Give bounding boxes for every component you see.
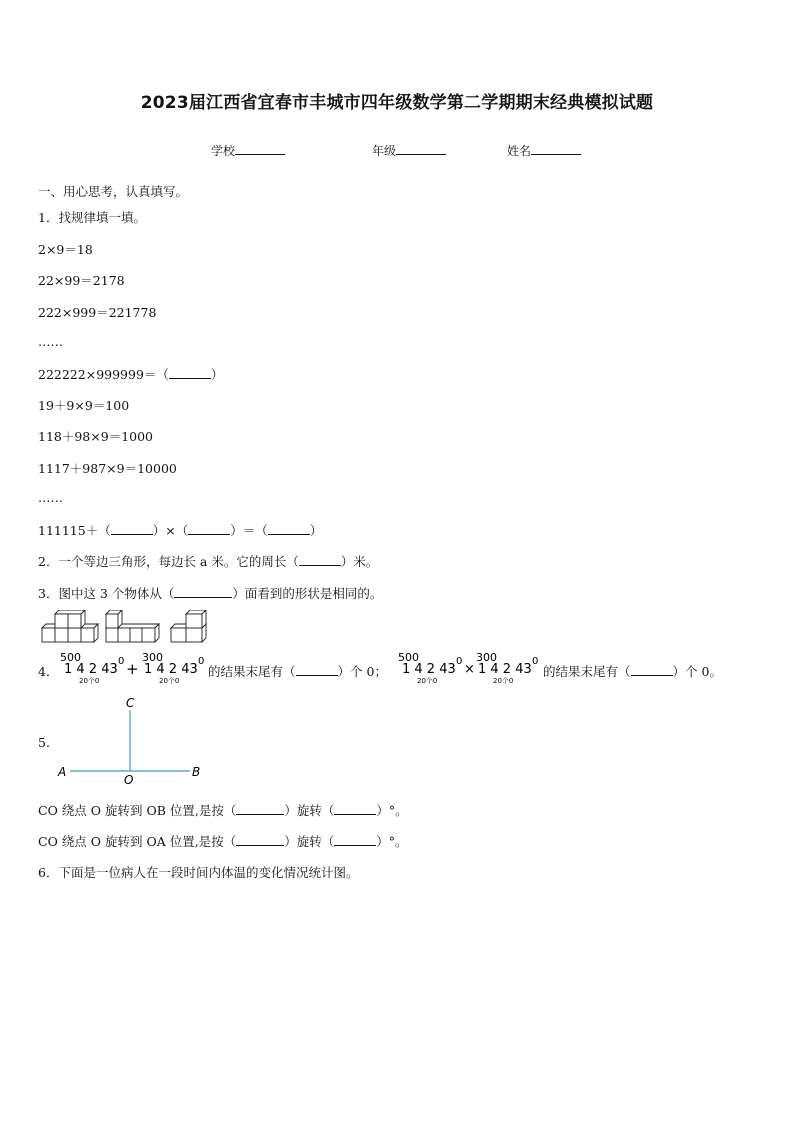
- q4-e1-base2: 1 4 2 43: [144, 662, 198, 677]
- point-o-label: O: [124, 773, 134, 787]
- point-c-label: C: [126, 696, 135, 710]
- q5-line-1: CO 绕点 O 旋转到 OB 位置,是按（ ）旋转（ ）°。: [38, 803, 408, 818]
- q4-e1-exp2: 0: [198, 656, 205, 667]
- q1-line-2: 22×99＝2178: [38, 273, 125, 288]
- name-field: [507, 142, 581, 159]
- q4-e2-top2: 300: [476, 651, 497, 664]
- q4-e1-top2: 300: [142, 651, 163, 664]
- cube-figure-1: [42, 610, 98, 642]
- q4-text-2: 的结果末尾有（ ）个 0。: [543, 664, 722, 679]
- q1-blank-1[interactable]: [169, 366, 211, 379]
- q1-line-1: 2×9＝18: [38, 242, 93, 257]
- q4-e2-times: ×: [464, 662, 475, 677]
- grade-blank[interactable]: [396, 142, 446, 155]
- q4-number: 4．: [38, 664, 59, 679]
- q4-e1-exp1: 0: [118, 656, 125, 667]
- q1-line-5: 118＋98×9＝1000: [38, 429, 154, 444]
- q1-line-6: 1117＋987×9＝10000: [38, 461, 177, 476]
- q5-blank-2[interactable]: [334, 802, 376, 815]
- q4-e1-sub1: 20个0: [79, 677, 100, 684]
- q4-e2-sub1: 20个0: [417, 677, 438, 684]
- cube-figures: [40, 610, 220, 646]
- q4-e1-top1: 500: [60, 651, 81, 664]
- q4-e1-plus: +: [126, 660, 139, 678]
- q4-e2-base2: 1 4 2 43: [478, 662, 532, 677]
- q4-expression-1: [58, 650, 208, 684]
- q1-blank-4[interactable]: [268, 522, 310, 535]
- point-a-label: A: [58, 765, 67, 779]
- q4-e2-exp1: 0: [456, 656, 463, 667]
- q1-line-3: 222×999＝221778: [38, 305, 157, 320]
- q4-e2-sub2: 20个0: [493, 677, 514, 684]
- q6-line: 6．下面是一位病人在一段时间内体温的变化情况统计图。: [38, 865, 359, 880]
- q4-e2-base1: 1 4 2 43: [402, 662, 456, 677]
- q5-blank-4[interactable]: [334, 833, 376, 846]
- q4-e1-base1: 1 4 2 43: [64, 662, 118, 677]
- q5-line-2: CO 绕点 O 旋转到 OA 位置,是按（ ）旋转（ ）°。: [38, 834, 408, 849]
- q1-ellipsis-2: ……: [38, 490, 63, 505]
- q1-ask-2: 111115＋（ ）×（ ）＝（ ）: [38, 523, 323, 538]
- q1-blank-3[interactable]: [188, 522, 230, 535]
- school-blank[interactable]: [235, 142, 285, 155]
- q4-expression-2: [396, 650, 546, 684]
- q1-ellipsis-1: ……: [38, 334, 63, 349]
- cube-figure-2: [106, 610, 159, 642]
- name-blank[interactable]: [531, 142, 581, 155]
- grade-label: 年级: [372, 144, 397, 158]
- q1-label: 1．找规律填一填。: [38, 210, 146, 225]
- q5-number: 5.: [38, 735, 50, 750]
- q4-blank-2[interactable]: [631, 663, 673, 676]
- point-b-label: B: [192, 765, 201, 779]
- school-field: [211, 142, 285, 159]
- q3-line: 3．图中这 3 个物体从（ ）面看到的形状是相同的。: [38, 586, 383, 601]
- q5-blank-1[interactable]: [236, 802, 284, 815]
- q1-line-4: 19＋9×9＝100: [38, 398, 130, 413]
- q3-blank[interactable]: [174, 585, 232, 598]
- q4-e1-sub2: 20个0: [159, 677, 180, 684]
- q2-blank[interactable]: [299, 553, 341, 566]
- grade-field: [372, 142, 446, 159]
- school-label: 学校: [211, 144, 236, 158]
- q1-blank-2[interactable]: [111, 522, 153, 535]
- angle-diagram: [38, 692, 218, 792]
- q1-ask-1: 222222×999999＝（ ）: [38, 367, 224, 382]
- q4-e2-top1: 500: [398, 651, 419, 664]
- section-heading: 一、用心思考，认真填写。: [38, 184, 189, 199]
- q4-e2-exp2: 0: [532, 656, 539, 667]
- q4-text-1: 的结果末尾有（ ）个 0；: [208, 664, 387, 679]
- q2-line: 2．一个等边三角形，每边长 a 米。它的周长（ ）米。: [38, 554, 379, 569]
- q5-blank-3[interactable]: [236, 833, 284, 846]
- cube-figure-3: [171, 610, 206, 642]
- name-label: 姓名: [507, 144, 532, 158]
- page-title: 2023届江西省宜春市丰城市四年级数学第二学期期末经典模拟试题: [140, 93, 654, 113]
- q4-blank-1[interactable]: [296, 663, 338, 676]
